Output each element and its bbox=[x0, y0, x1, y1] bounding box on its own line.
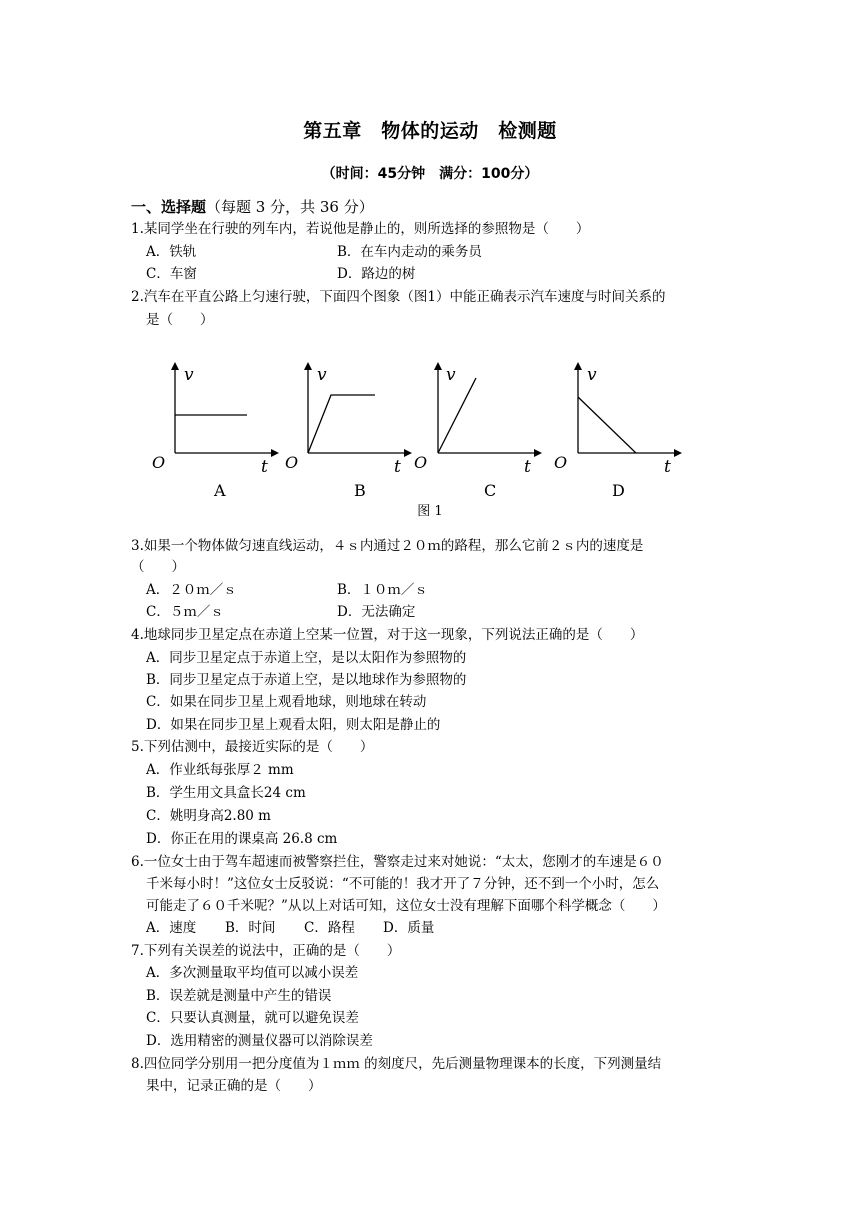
q4-stem: 4.地球同步卫星定点在赤道上空某一位置，对于这一现象，下列说法正确的是（ ） bbox=[131, 627, 644, 643]
q3-option-b: B．１０ｍ／ｓ bbox=[337, 582, 428, 598]
q4-option-d: D．如果在同步卫星上观看太阳，则太阳是静止的 bbox=[146, 717, 441, 733]
q4-option-c: C．如果在同步卫星上观看地球，则地球在转动 bbox=[146, 694, 427, 710]
section-heading bbox=[131, 196, 374, 217]
q6-stem-line3: 可能走了６０千米呢？”从以上对话可知，这位女士没有理解下面哪个科学概念（ ） bbox=[146, 898, 666, 914]
q5-option-a: A．作业纸每张厚２ mm bbox=[146, 762, 294, 778]
page-title: 第五章 物体的运动 检测题 bbox=[303, 120, 557, 142]
graph-c-v-label: v bbox=[446, 365, 456, 385]
q4-option-a: A．同步卫星定点于赤道上空，是以太阳作为参照物的 bbox=[146, 650, 467, 666]
section-note: （每题 3 分，共 36 分） bbox=[206, 198, 374, 216]
q3-option-c: C．５ｍ／ｓ bbox=[146, 604, 224, 620]
graph-b bbox=[285, 365, 408, 500]
q1-option-a: A．铁轨 bbox=[146, 244, 197, 260]
q2-stem-line2: 是（ ） bbox=[146, 312, 214, 328]
q7-option-b: B．误差就是测量中产生的错误 bbox=[146, 988, 332, 1004]
section-title: 一、选择题 bbox=[131, 198, 207, 216]
graph-d bbox=[554, 365, 678, 500]
graph-a bbox=[152, 365, 275, 500]
graph-d-label: D bbox=[612, 481, 625, 500]
graph-d-line bbox=[578, 397, 636, 453]
q3-option-d: D．无法确定 bbox=[337, 604, 416, 620]
page-subtitle: （时间：45分钟 满分：100分） bbox=[321, 166, 539, 182]
graph-b-v-label: v bbox=[317, 365, 327, 385]
figure-caption: 图 1 bbox=[417, 504, 443, 519]
q6-option-c: C．路程 bbox=[304, 920, 355, 936]
graph-c-label: C bbox=[484, 481, 497, 500]
q8-stem-line1: 8.四位同学分别用一把分度值为１ｍｍ 的刻度尺，先后测量物理课本的长度，下列测量结 bbox=[131, 1056, 662, 1072]
graph-a-v-label: v bbox=[184, 365, 194, 385]
q6-option-b: B．时间 bbox=[225, 920, 276, 936]
q1-option-b: B．在车内走动的乘务员 bbox=[337, 244, 482, 260]
graph-a-t-label: t bbox=[261, 457, 268, 477]
q7-option-c: C．只要认真测量，就可以避免误差 bbox=[146, 1010, 359, 1026]
q5-option-d: D．你正在用的课桌高 26.8 cm bbox=[146, 831, 338, 847]
q6-stem-line1: 6.一位女士由于驾车超速而被警察拦住，警察走过来对她说：“太太，您刚才的车速是６０ bbox=[131, 854, 664, 870]
graph-c bbox=[414, 365, 538, 500]
graph-d-v-label: v bbox=[587, 365, 597, 385]
graph-b-label: B bbox=[354, 481, 366, 500]
q7-option-a: A．多次测量取平均值可以减小误差 bbox=[146, 965, 359, 981]
q8-stem-line2: 果中，记录正确的是（ ） bbox=[146, 1078, 322, 1094]
graph-c-t-label: t bbox=[524, 457, 531, 477]
q6-option-a: A．速度 bbox=[146, 920, 197, 936]
graph-d-origin: O bbox=[554, 453, 568, 472]
graph-b-line bbox=[308, 395, 375, 453]
q6-stem-line2: 千米每小时！”这位女士反驳说：“不可能的！我才开了７分钟，还不到一个小时，怎么 bbox=[146, 876, 660, 892]
q3-stem-line2: （ ） bbox=[131, 559, 185, 575]
graph-b-t-label: t bbox=[394, 457, 401, 477]
q1-option-c: C．车窗 bbox=[146, 266, 197, 282]
q7-option-d: D．选用精密的测量仪器可以消除误差 bbox=[146, 1033, 373, 1049]
graph-d-t-label: t bbox=[664, 457, 671, 477]
q6-option-d: D．质量 bbox=[383, 920, 435, 936]
q3-stem-line1: 3.如果一个物体做匀速直线运动，４ｓ内通过２０ｍ的路程，那么它前２ｓ内的速度是 bbox=[131, 538, 644, 554]
q5-option-b: B．学生用文具盒长24 cm bbox=[146, 785, 306, 801]
q3-option-a: A．２０ｍ／ｓ bbox=[146, 582, 237, 598]
graph-c-line bbox=[438, 378, 476, 453]
q5-option-c: C．姚明身高2.80 m bbox=[146, 808, 271, 824]
graph-c-origin: O bbox=[414, 453, 428, 472]
graph-b-origin: O bbox=[285, 453, 299, 472]
graph-a-origin: O bbox=[152, 453, 166, 472]
graph-a-label: A bbox=[214, 481, 226, 500]
figure-1-graphs bbox=[140, 356, 700, 506]
q5-stem: 5.下列估测中，最接近实际的是（ ） bbox=[131, 739, 374, 755]
q4-option-b: B．同步卫星定点于赤道上空，是以地球作为参照物的 bbox=[146, 672, 467, 688]
q1-option-d: D．路边的树 bbox=[337, 266, 416, 282]
q7-stem: 7.下列有关误差的说法中，正确的是（ ） bbox=[131, 943, 401, 959]
q1-stem: 1.某同学坐在行驶的列车内，若说他是静止的，则所选择的参照物是（ ） bbox=[131, 221, 590, 237]
q2-stem-line1: 2.汽车在平直公路上匀速行驶，下面四个图象（图1）中能正确表示汽车速度与时间关系的 bbox=[131, 289, 666, 305]
